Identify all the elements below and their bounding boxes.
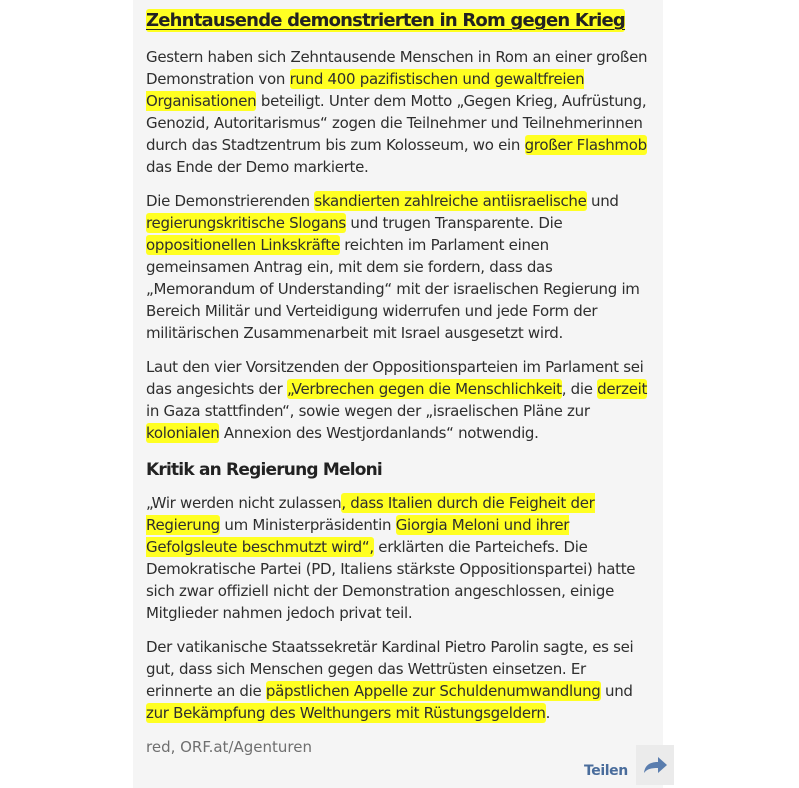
highlight: Giorgia Meloni und ihrer Gefolgsleute beschmutzt wird“, — [146, 516, 570, 556]
share-arrow-icon[interactable] — [636, 745, 674, 785]
article — [133, 0, 663, 788]
highlight: zur Bekämpfung des Welthungers mit Rüstungsgeldern — [146, 704, 546, 722]
highlight: rund 400 pazifistischen und gewaltfreien Organisationen — [146, 70, 585, 110]
paragraph-1: Gestern haben sich Zehntausende Menschen in Rom an einer großen Demonstration von rund 400 pazifistischen und gewaltfreien Organisationen beteiligt. Unter dem Motto „Gegen Krieg, Aufrüstung, Genozid, Autoritarismus“ zogen die Teilnehmer und Teilnehmerinnen durch das Stadtzentrum bis zum Kolosseum, wo ein großer Flashmob das Ende der Demo markierte. — [146, 48, 648, 176]
share-button[interactable] — [584, 745, 674, 785]
highlight: kolonialen — [146, 424, 220, 442]
highlight: regierungskritische Slogans — [146, 214, 346, 232]
paragraph-2: Die Demonstrierenden skandierten zahlreiche antiisraelische und regierungskritische Slogans und trugen Transparente. Die oppositionellen Linkskräfte reichten im Parlament einen gemeinsamen Antrag ein, mit dem sie fordern, dass das „Memorandum of Understanding“ mit der israelischen Regierung im Bereich Militär und Verteidigung widerrufen und jede Form der militärischen Zusammenarbeit mit Israel ausgesetzt wird. — [146, 192, 640, 342]
highlight: skandierten zahlreiche antiisraelische — [314, 192, 587, 210]
paragraph-5: Der vatikanische Staatssekretär Kardinal Pietro Parolin sagte, es sei gut, dass sich Menschen gegen das Wettrüsten einsetzen. Er erinnerte an die päpstlichen Appelle zur Schuldenumwandlung und zur Bekämpfung des Welthungers mit Rüstungsgeldern. — [146, 638, 634, 722]
section-subtitle: Kritik an Regierung Meloni — [146, 460, 382, 480]
highlight: oppositionellen Linkskräfte — [146, 236, 340, 254]
highlight: derzeit — [597, 380, 648, 398]
paragraph-4: „Wir werden nicht zulassen, dass Italien durch die Feigheit der Regierung um Ministerpräsidentin Giorgia Meloni und ihrer Gefolgsleute beschmutzt wird“, erklärten die Parteichefs. Die Demokratische Partei (PD, Italiens stärkste Oppositionspartei) hatte sich zwar offiziell nicht der Demonstration angeschlossen, einige Mitglieder nahmen jedoch privat teil. — [146, 494, 636, 622]
article-title: Zehntausende demonstrierten in Rom gegen Krieg — [146, 10, 625, 31]
highlight: , dass Italien durch die Feigheit der Regierung — [146, 494, 595, 534]
paragraph-3: Laut den vier Vorsitzenden der Oppositionsparteien im Parlament sei das angesichts der „Verbrechen gegen die Menschlichkeit, die derzeit in Gaza stattfinden“, sowie wegen der „israelischen Pläne zur kolonialen Annexion des Westjordanlands“ notwendig. — [146, 358, 648, 442]
highlight: päpstlichen Appelle zur Schuldenumwandlung — [265, 682, 601, 700]
highlight: großer Flashmob — [524, 136, 647, 154]
article-source: red, ORF.at/Agenturen — [146, 738, 312, 756]
share-label: Teilen — [584, 763, 628, 779]
highlight: „Verbrechen gegen die Menschlichkeit — [286, 380, 562, 398]
